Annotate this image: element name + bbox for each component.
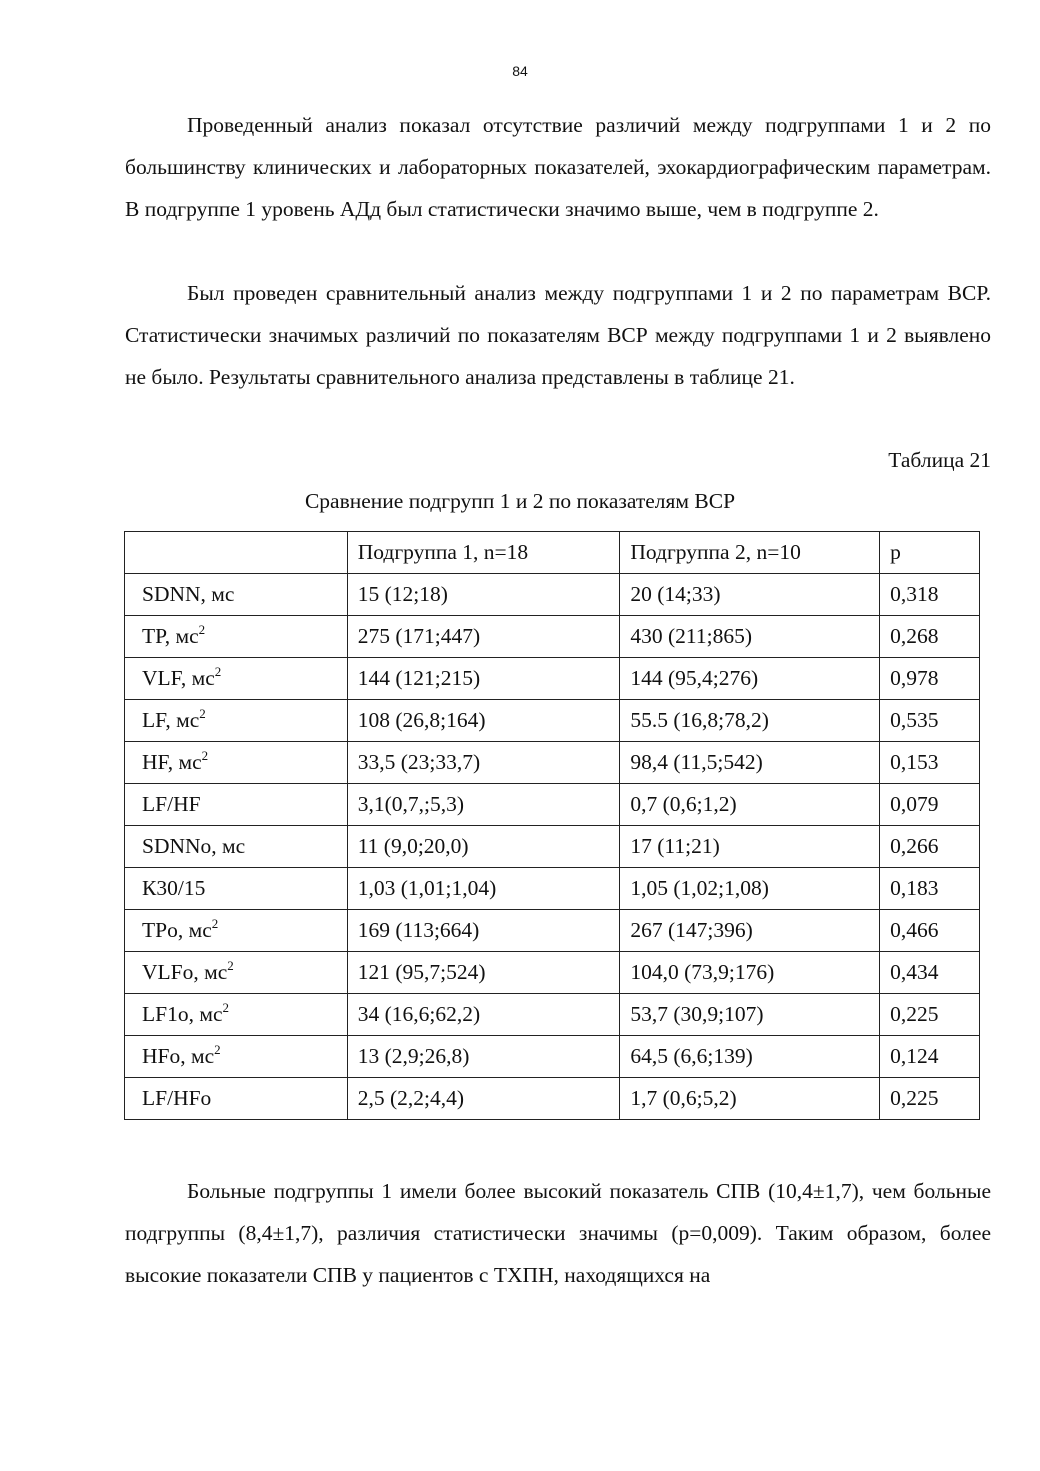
subgroup-2-value: 104,0 (73,9;176) bbox=[620, 952, 880, 994]
table-row bbox=[125, 826, 980, 868]
table-row bbox=[125, 1036, 980, 1078]
parameter-name: LF, мс bbox=[142, 708, 200, 732]
p-value: 0,124 bbox=[880, 1036, 980, 1078]
subgroup-1-value: 108 (26,8;164) bbox=[347, 700, 620, 742]
table-row bbox=[125, 784, 980, 826]
parameter-cell bbox=[125, 700, 348, 742]
subgroup-2-value: 144 (95,4;276) bbox=[620, 658, 880, 700]
subgroup-2-value: 430 (211;865) bbox=[620, 616, 880, 658]
parameter-cell bbox=[125, 910, 348, 952]
unit-exponent: 2 bbox=[198, 622, 206, 637]
unit-exponent: 2 bbox=[211, 916, 219, 931]
parameter-cell bbox=[125, 826, 348, 868]
subgroup-2-value: 17 (11;21) bbox=[620, 826, 880, 868]
subgroup-1-value: 121 (95,7;524) bbox=[347, 952, 620, 994]
parameter-name: TP, мс bbox=[142, 624, 199, 648]
subgroup-2-value: 1,7 (0,6;5,2) bbox=[620, 1078, 880, 1120]
header-cell-subgroup-2: Подгруппа 2, n=10 bbox=[620, 532, 880, 574]
p-value: 0,225 bbox=[880, 1078, 980, 1120]
page-number: 84 bbox=[512, 63, 528, 79]
unit-exponent: 2 bbox=[214, 664, 222, 679]
subgroup-1-value: 15 (12;18) bbox=[347, 574, 620, 616]
table-title: Сравнение подгрупп 1 и 2 по показателям ВСР bbox=[304, 489, 736, 513]
table-row bbox=[125, 1078, 980, 1120]
table-row bbox=[125, 574, 980, 616]
subgroup-1-value: 34 (16,6;62,2) bbox=[347, 994, 620, 1036]
p-value: 0,268 bbox=[880, 616, 980, 658]
paragraph-analysis-result: Проведенный анализ показал отсутствие различий между подгруппами 1 и 2 по большинству клинических и лабораторных показателей, эхокардиографическим параметрам. В подгруппе 1 уровень АДд был статистически значимо выше, чем в подгруппе 2. bbox=[125, 113, 991, 221]
subgroup-1-value: 1,03 (1,01;1,04) bbox=[347, 868, 620, 910]
subgroup-1-value: 33,5 (23;33,7) bbox=[347, 742, 620, 784]
header-cell-parameter bbox=[125, 532, 348, 574]
parameter-cell bbox=[125, 994, 348, 1036]
subgroup-1-value: 144 (121;215) bbox=[347, 658, 620, 700]
table-row bbox=[125, 616, 980, 658]
parameter-name: SDNNo, мс bbox=[142, 834, 246, 858]
table-row bbox=[125, 994, 980, 1036]
subgroup-2-value: 20 (14;33) bbox=[620, 574, 880, 616]
subgroup-2-value: 267 (147;396) bbox=[620, 910, 880, 952]
parameter-name: VLFo, мс bbox=[142, 960, 228, 984]
parameter-cell bbox=[125, 784, 348, 826]
header-cell-subgroup-1: Подгруппа 1, n=18 bbox=[347, 532, 620, 574]
subgroup-2-value: 55.5 (16,8;78,2) bbox=[620, 700, 880, 742]
unit-exponent: 2 bbox=[199, 706, 206, 721]
subgroup-1-value: 169 (113;664) bbox=[347, 910, 620, 952]
parameter-name: VLF, мс bbox=[142, 666, 215, 690]
parameter-cell bbox=[125, 1036, 348, 1078]
hrv-comparison-table bbox=[124, 531, 980, 1120]
parameter-name: LF1o, мс bbox=[142, 1002, 223, 1026]
table-row bbox=[125, 952, 980, 994]
table-label: Таблица 21 bbox=[888, 448, 991, 472]
p-value: 0,153 bbox=[880, 742, 980, 784]
subgroup-1-value: 3,1(0,7,;5,3) bbox=[347, 784, 620, 826]
paragraph-hrv-comparison: Был проведен сравнительный анализ между подгруппами 1 и 2 по параметрам ВСР. Статистически значимых различий по показателям ВСР между подгруппами 1 и 2 выявлено не было. Результаты сравнительного анализа представлены в таблице 21. bbox=[125, 281, 991, 389]
p-value: 0,183 bbox=[880, 868, 980, 910]
parameter-name: К30/15 bbox=[142, 876, 206, 900]
subgroup-2-value: 64,5 (6,6;139) bbox=[620, 1036, 880, 1078]
p-value: 0,466 bbox=[880, 910, 980, 952]
p-value: 0,225 bbox=[880, 994, 980, 1036]
subgroup-1-value: 13 (2,9;26,8) bbox=[347, 1036, 620, 1078]
parameter-name: HFo, мс bbox=[142, 1044, 215, 1068]
table-row bbox=[125, 742, 980, 784]
p-value: 0,079 bbox=[880, 784, 980, 826]
parameter-cell bbox=[125, 1078, 348, 1120]
parameter-cell bbox=[125, 616, 348, 658]
parameter-cell bbox=[125, 742, 348, 784]
p-value: 0,318 bbox=[880, 574, 980, 616]
p-value: 0,266 bbox=[880, 826, 980, 868]
p-value: 0,535 bbox=[880, 700, 980, 742]
parameter-cell bbox=[125, 658, 348, 700]
subgroup-2-value: 1,05 (1,02;1,08) bbox=[620, 868, 880, 910]
parameter-name: HF, мс bbox=[142, 750, 202, 774]
unit-exponent: 2 bbox=[222, 1000, 229, 1015]
subgroup-1-value: 275 (171;447) bbox=[347, 616, 620, 658]
header-cell-p-value: p bbox=[880, 532, 980, 574]
parameter-cell bbox=[125, 868, 348, 910]
table-row bbox=[125, 910, 980, 952]
p-value: 0,978 bbox=[880, 658, 980, 700]
table-row bbox=[125, 700, 980, 742]
parameter-name: LF/HF bbox=[142, 792, 201, 816]
subgroup-2-value: 0,7 (0,6;1,2) bbox=[620, 784, 880, 826]
unit-exponent: 2 bbox=[214, 1042, 221, 1057]
unit-exponent: 2 bbox=[201, 748, 209, 763]
parameter-name: LF/HFo bbox=[142, 1086, 212, 1110]
p-value: 0,434 bbox=[880, 952, 980, 994]
subgroup-2-value: 98,4 (11,5;542) bbox=[620, 742, 880, 784]
unit-exponent: 2 bbox=[227, 958, 234, 973]
parameter-cell bbox=[125, 952, 348, 994]
parameter-cell bbox=[125, 574, 348, 616]
parameter-name: TPo, мс bbox=[142, 918, 212, 942]
subgroup-1-value: 2,5 (2,2;4,4) bbox=[347, 1078, 620, 1120]
subgroup-2-value: 53,7 (30,9;107) bbox=[620, 994, 880, 1036]
subgroup-1-value: 11 (9,0;20,0) bbox=[347, 826, 620, 868]
table-header-row bbox=[125, 532, 980, 574]
paragraph-pwv-result: Больные подгруппы 1 имели более высокий показатель СПВ (10,4±1,7), чем больные подгруппы (8,4±1,7), различия статистически значимы (p=0,009). Таким образом, более высокие показатели СПВ у пациентов с ТХПН, находящихся на bbox=[125, 1179, 991, 1287]
parameter-name: SDNN, мс bbox=[142, 582, 235, 606]
table-row bbox=[125, 868, 980, 910]
table-row bbox=[125, 658, 980, 700]
